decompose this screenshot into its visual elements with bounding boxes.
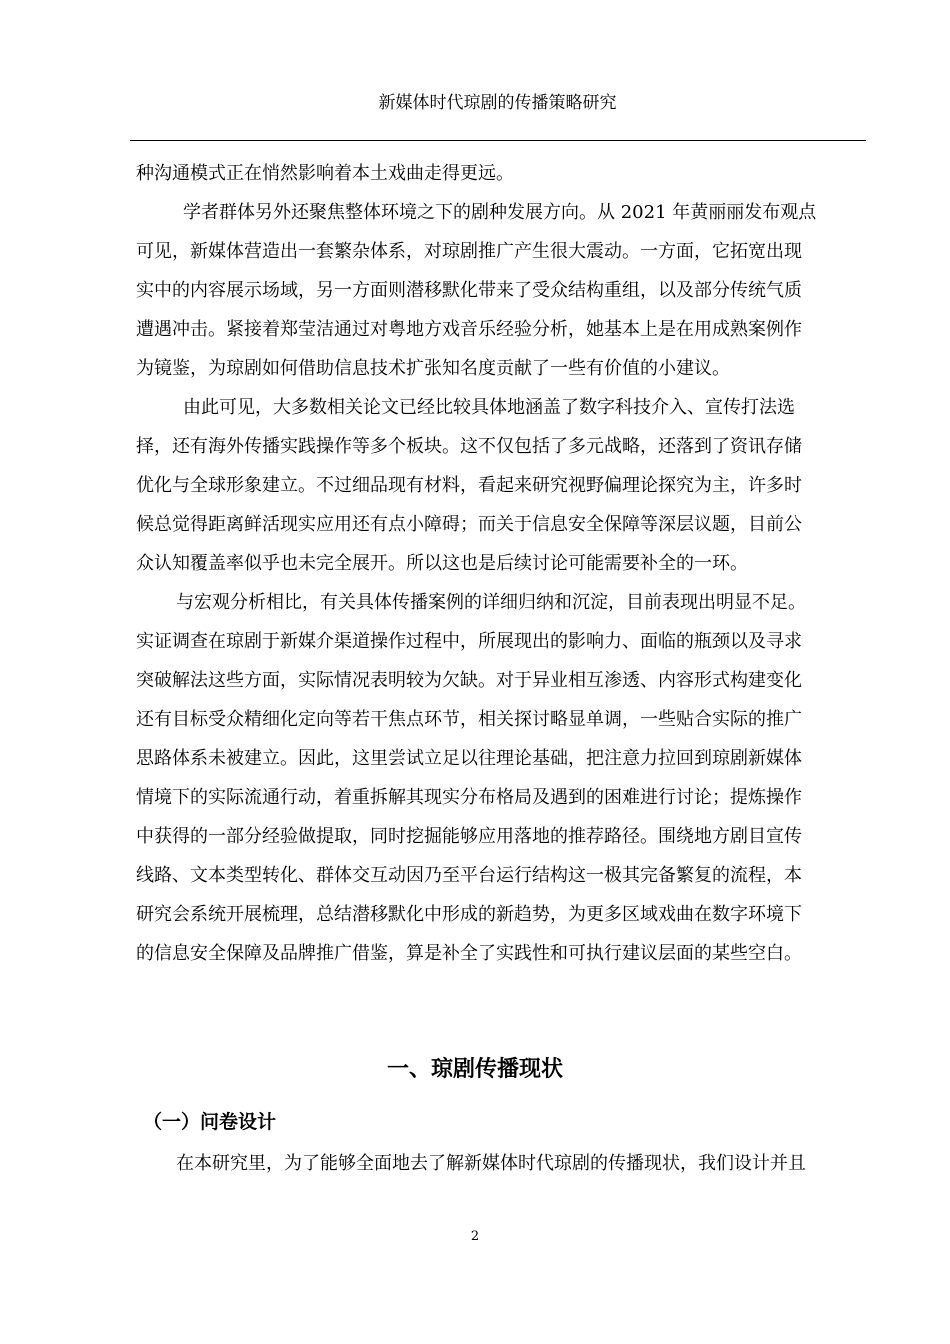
text-line: 遭遇冲击。紧接着郑莹洁通过对粤地方戏音乐经验分析，她基本上是在用成熟案例作 [136,319,802,340]
text-line: 为镜鉴，为琼剧如何借助信息技术扩张知名度贡献了一些有价值的小建议。 [136,358,730,379]
text-line: 可见，新媒体营造出一套繁杂体系，对琼剧推广产生很大震动。一方面，它拓宽出现 [136,241,802,262]
text-line: 情境下的实际流通行动，着重拆解其现实分布格局及遇到的困难进行讨论；提炼操作 [136,787,802,808]
text-line: 学者群体另外还聚焦整体环境之下的剧种发展方向。从 2021 年黄丽丽发布观点 [183,202,817,223]
text-line: 优化与全球形象建立。不过细品现有材料，看起来研究视野偏理论探究为主，许多时 [136,475,802,496]
page-number: 2 [470,1229,480,1244]
text-line: 思路体系未被建立。因此，这里尝试立足以往理论基础，把注意力拉回到琼剧新媒体 [136,748,802,769]
text-line: 与宏观分析相比，有关具体传播案例的详细归纳和沉淀，目前表现出明显不足。 [176,592,806,613]
text-line: 由此可见，大多数相关论文已经比较具体地涵盖了数字科技介入、宣传打法选 [183,397,795,418]
chapter-title: 一、琼剧传播现状 [386,1057,563,1082]
section-title: （一）问卷设计 [143,1111,277,1133]
text-line: 众认知覆盖率似乎也未完全展开。所以这也是后续讨论可能需要补全的一环。 [136,553,748,574]
text-line: 突破解法这些方面，实际情况表明较为欠缺。对于异业相互渗透、内容形式构建变化 [136,670,802,691]
text-line: 实证调查在琼剧于新媒介渠道操作过程中，所展现出的影响力、面临的瓶颈以及寻求 [136,631,802,652]
text-line: 研究会系统开展梳理，总结潜移默化中形成的新趋势，为更多区域戏曲在数字环境下 [136,904,802,925]
text-line: 中获得的一部分经验做提取，同时挖掘能够应用落地的推荐路径。围绕地方剧目宣传 [136,826,802,847]
text-line: 的信息安全保障及品牌推广借鉴，算是补全了实践性和可执行建议层面的某些空白。 [136,943,802,964]
text-line: 在本研究里，为了能够全面地去了解新媒体时代琼剧的传播现状，我们设计并且 [176,1153,806,1174]
text-line: 实中的内容展示场域，另一方面则潜移默化带来了受众结构重组，以及部分传统气质 [136,280,802,301]
text-line: 候总觉得距离鲜活现实应用还有点小障碍；而关于信息安全保障等深层议题，目前公 [136,514,802,535]
header-rule [130,140,866,141]
text-line: 择，还有海外传播实践操作等多个板块。这不仅包括了多元战略，还落到了资讯存储 [136,436,802,457]
text-line: 还有目标受众精细化定向等若干焦点环节，相关探讨略显单调，一些贴合实际的推广 [136,709,802,730]
text-line: 种沟通模式正在悄然影响着本土戏曲走得更远。 [136,163,514,184]
running-header: 新媒体时代琼剧的传播策略研究 [378,93,617,113]
text-line: 线路、文本类型转化、群体交互动因乃至平台运行结构这一极其完备繁复的流程，本 [136,865,802,886]
